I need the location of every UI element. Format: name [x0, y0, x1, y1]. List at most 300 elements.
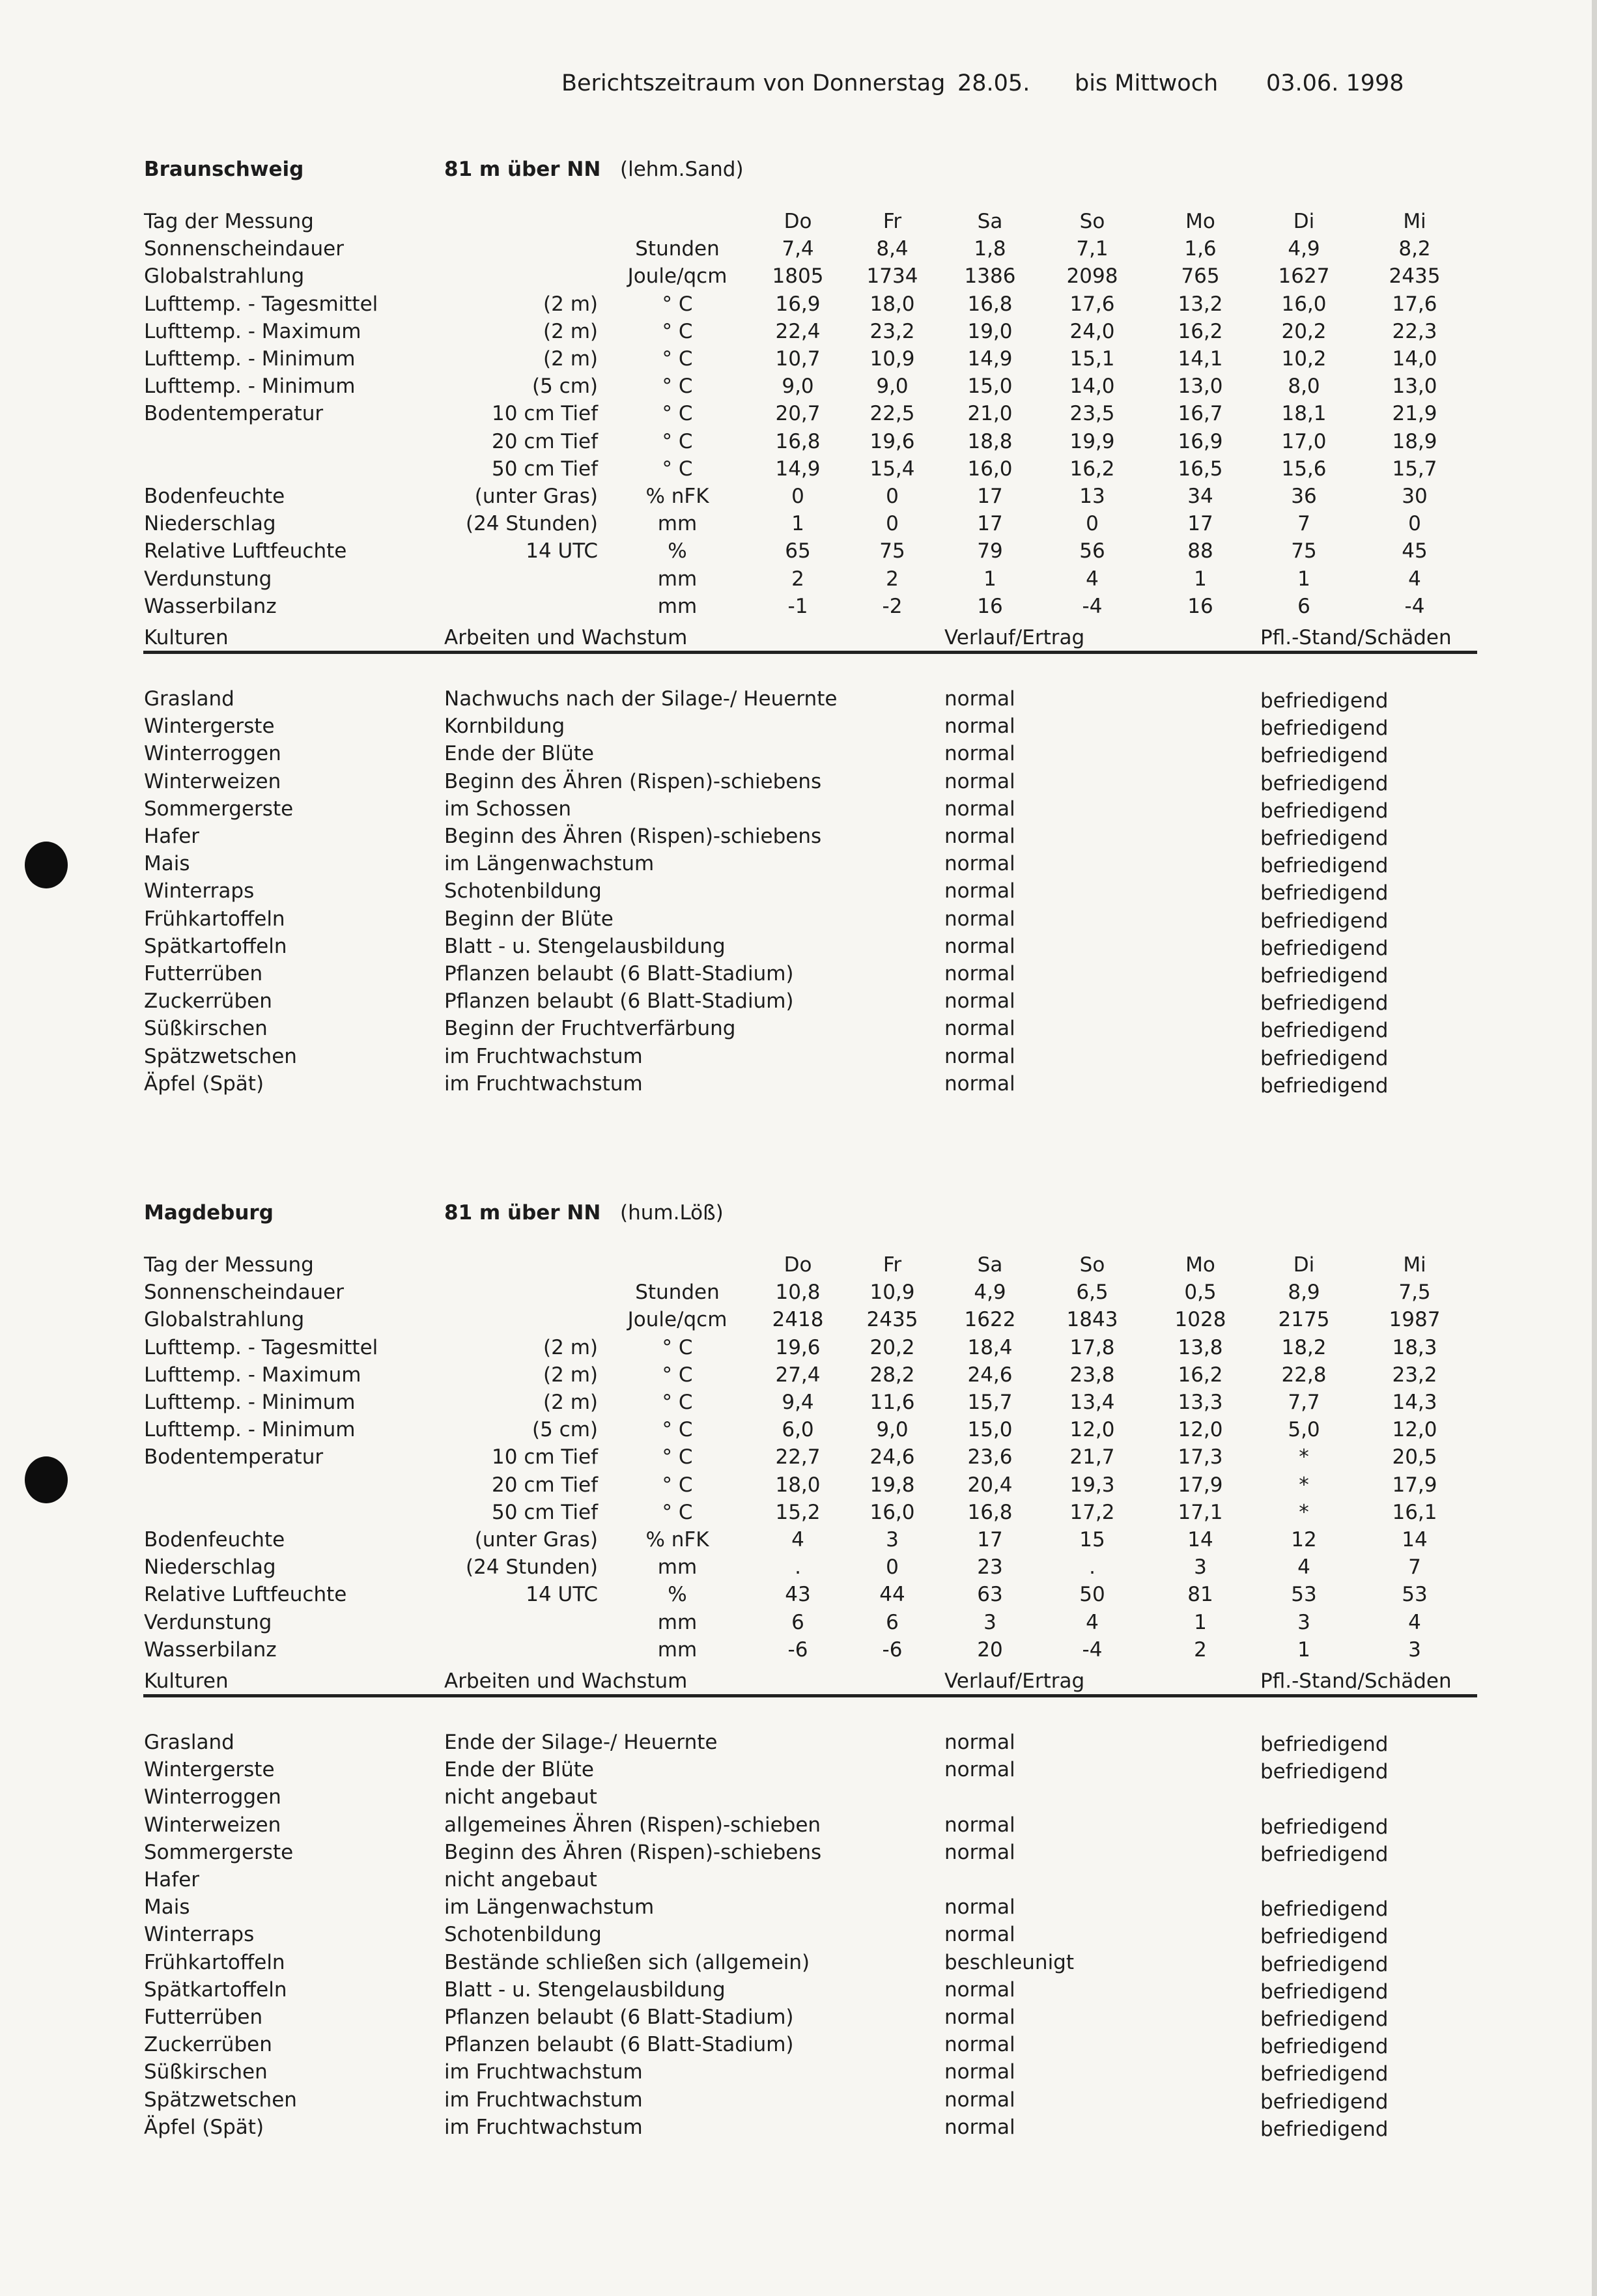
measurement-condition: (2 m)	[543, 1391, 598, 1414]
measurement-value: 7	[1408, 1555, 1421, 1580]
measurement-value: 16,2	[1069, 457, 1115, 481]
measurement-value: 0	[1408, 512, 1421, 536]
report-period-from: 28.05.	[957, 70, 1030, 96]
measurement-value: 16	[1187, 594, 1213, 618]
crop-stage: Ende der Silage-/ Heuernte	[444, 1731, 718, 1754]
crop-name: Winterweizen	[144, 769, 281, 793]
measurement-condition: 20 cm Tief	[492, 1473, 598, 1497]
measurement-value: 6,5	[1076, 1281, 1109, 1305]
station-name: Magdeburg	[144, 1201, 274, 1225]
crop-stage: nicht angebaut	[444, 1785, 597, 1809]
crop-stage: Ende der Blüte	[444, 742, 594, 766]
measurement-value: -2	[882, 594, 903, 618]
measurement-value: 16,1	[1392, 1500, 1437, 1524]
measurement-value: 17,8	[1069, 1335, 1115, 1359]
measurement-unit: ° C	[662, 402, 693, 426]
measurement-value: 17,6	[1069, 292, 1115, 316]
measurement-value: 17,6	[1392, 292, 1437, 316]
measurement-label: Globalstrahlung	[144, 264, 305, 289]
crop-name: Mais	[144, 1895, 190, 1920]
measurement-value: 75	[1291, 539, 1317, 563]
measurement-value: 2	[791, 567, 804, 591]
measurement-value: 8,9	[1288, 1281, 1320, 1305]
measurement-value: 15,0	[967, 375, 1013, 399]
measurement-unit: ° C	[662, 347, 693, 371]
crop-course: normal	[944, 715, 1015, 739]
crop-name: Grasland	[144, 687, 234, 711]
crop-course: normal	[944, 2060, 1015, 2084]
crop-course: normal	[944, 1731, 1015, 1754]
crop-course: normal	[944, 687, 1015, 711]
measurement-value: 8,4	[876, 237, 909, 261]
crop-status: befriedigend	[1260, 2062, 1389, 2086]
measurement-value: 4	[1086, 1610, 1099, 1634]
measurement-value: 13,0	[1178, 375, 1223, 399]
measurement-value: 1,6	[1184, 237, 1217, 261]
measurement-value: 18,1	[1281, 402, 1327, 426]
crop-status: befriedigend	[1260, 744, 1389, 768]
crop-status: befriedigend	[1260, 964, 1389, 987]
measurement-value: 765	[1181, 264, 1220, 289]
measurement-value: 7,1	[1076, 237, 1109, 261]
crop-name: Äpfel (Spät)	[144, 2115, 264, 2139]
measurement-value: 4,9	[974, 1281, 1006, 1305]
measurement-value: 6	[1297, 594, 1310, 618]
page-edge	[1592, 0, 1597, 2296]
measurement-label: Niederschlag	[144, 1555, 276, 1580]
measurement-label: Lufttemp. - Tagesmittel	[144, 292, 378, 316]
measurement-value: 18,9	[1392, 429, 1437, 453]
crop-name: Frühkartoffeln	[144, 907, 285, 931]
measurement-label: Tag der Messung	[144, 210, 314, 233]
measurement-value: 17,2	[1069, 1500, 1115, 1524]
measurement-value: 36	[1291, 485, 1317, 508]
measurement-unit: mm	[657, 1610, 698, 1634]
measurement-label: Sonnenscheindauer	[144, 237, 344, 261]
crop-status: befriedigend	[1260, 716, 1389, 741]
measurement-condition: (24 Stunden)	[465, 512, 598, 536]
crop-stage: Pflanzen belaubt (6 Blatt-Stadium)	[444, 989, 794, 1013]
measurement-label: Wasserbilanz	[144, 594, 277, 618]
crop-name: Winterraps	[144, 879, 255, 903]
measurement-value: 45	[1402, 539, 1428, 563]
measurement-value: 8,0	[1288, 375, 1320, 399]
measurement-label: Lufttemp. - Maximum	[144, 319, 361, 343]
crop-course: normal	[944, 962, 1015, 985]
crop-course: normal	[944, 1895, 1015, 1920]
measurement-value: 28,2	[869, 1363, 915, 1387]
measurement-condition: 10 cm Tief	[492, 1445, 598, 1469]
measurement-value: -4	[1082, 1637, 1103, 1662]
crop-name: Sommergerste	[144, 797, 294, 821]
crop-status: befriedigend	[1260, 689, 1389, 713]
measurement-value: 34	[1187, 485, 1213, 508]
day-header: So	[1079, 210, 1105, 233]
crop-status: befriedigend	[1260, 771, 1389, 795]
crop-stage: Beginn des Ähren (Rispen)-schiebens	[444, 825, 822, 848]
crop-status: befriedigend	[1260, 827, 1389, 850]
measurement-value: 16,9	[1178, 429, 1223, 453]
measurement-unit: ° C	[662, 1473, 693, 1497]
crop-course: normal	[944, 1840, 1015, 1864]
crop-course: normal	[944, 1044, 1015, 1068]
measurement-value: 2418	[772, 1308, 824, 1332]
measurement-value: 8,2	[1398, 237, 1431, 261]
measurement-value: 18,0	[775, 1473, 821, 1497]
measurement-value: 14,1	[1178, 347, 1223, 371]
measurement-value: 22,5	[869, 402, 915, 426]
measurement-value: 6	[791, 1610, 804, 1634]
measurement-label: Relative Luftfeuchte	[144, 1583, 347, 1607]
measurement-value: 14,9	[967, 347, 1013, 371]
measurement-value: 56	[1079, 539, 1105, 563]
crop-stage: Ende der Blüte	[444, 1758, 594, 1782]
crop-column-header: Verlauf/Ertrag	[944, 1669, 1085, 1693]
measurement-value: 2435	[866, 1308, 918, 1332]
measurement-condition: 14 UTC	[526, 1583, 598, 1607]
day-header: Mo	[1185, 210, 1215, 233]
measurement-value: 16,2	[1178, 1363, 1223, 1387]
measurement-value: 11,6	[869, 1391, 915, 1414]
report-period-to: 03.06. 1998	[1266, 70, 1404, 96]
crop-course: normal	[944, 1977, 1015, 2002]
crop-name: Äpfel (Spät)	[144, 1071, 264, 1096]
measurement-unit: % nFK	[645, 1528, 709, 1552]
measurement-value: 16,7	[1178, 402, 1223, 426]
crop-name: Spätkartoffeln	[144, 934, 287, 958]
measurement-label: Tag der Messung	[144, 1253, 314, 1277]
measurement-value: 16,0	[967, 457, 1013, 481]
measurement-value: 3	[1297, 1610, 1310, 1634]
measurement-value: 18,4	[967, 1335, 1013, 1359]
measurement-value: 44	[879, 1583, 905, 1607]
measurement-unit: ° C	[662, 1391, 693, 1414]
measurement-value: *	[1299, 1445, 1309, 1469]
measurement-unit: ° C	[662, 1335, 693, 1359]
measurement-value: 6,0	[782, 1418, 814, 1442]
measurement-value: 7,5	[1398, 1281, 1431, 1305]
crop-stage: im Längenwachstum	[444, 1895, 655, 1920]
measurement-value: 16,2	[1178, 319, 1223, 343]
measurement-value: 20	[977, 1637, 1003, 1662]
crop-name: Wintergerste	[144, 1758, 275, 1782]
measurement-value: 50	[1079, 1583, 1105, 1607]
measurement-condition: (unter Gras)	[474, 485, 598, 508]
measurement-value: 3	[983, 1610, 996, 1634]
measurement-value: 19,6	[775, 1335, 821, 1359]
measurement-value: 1843	[1066, 1308, 1118, 1332]
crop-course: normal	[944, 1017, 1015, 1041]
measurement-unit: mm	[657, 1555, 698, 1580]
crop-stage: im Fruchtwachstum	[444, 2060, 643, 2084]
measurement-value: 17,0	[1281, 429, 1327, 453]
measurement-value: 16,0	[869, 1500, 915, 1524]
day-header: Sa	[977, 1253, 1003, 1277]
measurement-value: 13,3	[1178, 1391, 1223, 1414]
measurement-value: 23,5	[1069, 402, 1115, 426]
measurement-value: -6	[882, 1637, 903, 1662]
measurement-value: 1805	[772, 264, 824, 289]
measurement-value: 14,3	[1392, 1391, 1437, 1414]
measurement-value: 13,8	[1178, 1335, 1223, 1359]
measurement-value: 20,4	[967, 1473, 1013, 1497]
crop-course: normal	[944, 825, 1015, 848]
measurement-label: Bodenfeuchte	[144, 485, 285, 508]
measurement-value: -4	[1404, 594, 1425, 618]
day-header: Fr	[883, 210, 902, 233]
crop-status: befriedigend	[1260, 1897, 1389, 1921]
measurement-value: 15,7	[1392, 457, 1437, 481]
crop-course: normal	[944, 907, 1015, 931]
measurement-value: 4	[791, 1528, 804, 1552]
crop-column-header: Kulturen	[144, 626, 229, 649]
measurement-value: 10,2	[1281, 347, 1327, 371]
measurement-value: 13,4	[1069, 1391, 1115, 1414]
measurement-condition: (2 m)	[543, 347, 598, 371]
crop-course: normal	[944, 852, 1015, 876]
measurement-value: 7,4	[782, 237, 814, 261]
crop-stage: Schotenbildung	[444, 879, 602, 903]
measurement-label: Lufttemp. - Tagesmittel	[144, 1335, 378, 1359]
crop-name: Spätzwetschen	[144, 2088, 297, 2112]
crop-status: befriedigend	[1260, 2090, 1389, 2114]
measurement-value: 53	[1291, 1583, 1317, 1607]
measurement-condition: (24 Stunden)	[465, 1555, 598, 1580]
crop-name: Winterraps	[144, 1923, 255, 1947]
measurement-value: 63	[977, 1583, 1003, 1607]
measurement-value: 13,2	[1178, 292, 1223, 316]
crop-name: Hafer	[144, 1868, 200, 1892]
measurement-value: 1	[1194, 567, 1207, 591]
measurement-value: 53	[1402, 1583, 1428, 1607]
measurement-value: 75	[879, 539, 905, 563]
report-period-to-label: bis Mittwoch	[1075, 70, 1219, 96]
day-header: So	[1079, 1253, 1105, 1277]
crop-name: Sommergerste	[144, 1840, 294, 1864]
crop-status: befriedigend	[1260, 909, 1389, 933]
crop-course: normal	[944, 1071, 1015, 1096]
measurement-value: 65	[785, 539, 811, 563]
measurement-value: 9,4	[782, 1391, 814, 1414]
measurement-value: 24,6	[967, 1363, 1013, 1387]
measurement-condition: 50 cm Tief	[492, 457, 598, 481]
day-header: Mo	[1185, 1253, 1215, 1277]
measurement-value: -6	[787, 1637, 808, 1662]
measurement-value: 1	[791, 512, 804, 536]
measurement-label: Relative Luftfeuchte	[144, 539, 347, 563]
measurement-value: 15	[1079, 1528, 1105, 1552]
crop-name: Winterweizen	[144, 1813, 281, 1837]
crop-column-header: Pfl.-Stand/Schäden	[1260, 626, 1452, 649]
punch-hole-top	[25, 842, 68, 888]
measurement-value: 79	[977, 539, 1003, 563]
crop-column-header: Kulturen	[144, 1669, 229, 1693]
measurement-value: 10,9	[869, 347, 915, 371]
crop-course: normal	[944, 1813, 1015, 1837]
measurement-condition: (5 cm)	[531, 1418, 598, 1442]
measurement-value: *	[1299, 1500, 1309, 1524]
measurement-label: Lufttemp. - Maximum	[144, 1363, 361, 1387]
measurement-value: 16,9	[775, 292, 821, 316]
measurement-value: 22,3	[1392, 319, 1437, 343]
crop-status: befriedigend	[1260, 1760, 1389, 1784]
crop-name: Süßkirschen	[144, 2060, 268, 2084]
measurement-condition: 20 cm Tief	[492, 429, 598, 453]
measurement-value: 14	[1402, 1528, 1428, 1552]
measurement-value: 16,0	[1281, 292, 1327, 316]
day-header: Fr	[883, 1253, 902, 1277]
measurement-value: 3	[1408, 1637, 1421, 1662]
measurement-unit: ° C	[662, 319, 693, 343]
crop-status: befriedigend	[1260, 2035, 1389, 2059]
measurement-value: 7,7	[1288, 1391, 1320, 1414]
day-header: Mi	[1403, 210, 1426, 233]
crop-status: befriedigend	[1260, 881, 1389, 905]
measurement-value: -4	[1082, 594, 1103, 618]
crop-course: normal	[944, 769, 1015, 793]
measurement-value: 22,8	[1281, 1363, 1327, 1387]
measurement-unit: mm	[657, 594, 698, 618]
crop-stage: allgemeines Ähren (Rispen)-schieben	[444, 1813, 821, 1837]
crop-column-header: Pfl.-Stand/Schäden	[1260, 1669, 1452, 1693]
crop-course: normal	[944, 742, 1015, 766]
measurement-value: 3	[1194, 1555, 1207, 1580]
measurement-value: 43	[785, 1583, 811, 1607]
crop-column-header: Verlauf/Ertrag	[944, 626, 1085, 649]
crop-column-header: Arbeiten und Wachstum	[444, 626, 688, 649]
measurement-value: 1	[983, 567, 996, 591]
measurement-value: 13	[1079, 485, 1105, 508]
measurement-value: 19,9	[1069, 429, 1115, 453]
measurement-value: 12,0	[1392, 1418, 1437, 1442]
crop-name: Spätzwetschen	[144, 1044, 297, 1068]
measurement-value: 14,9	[775, 457, 821, 481]
measurement-value: 12	[1291, 1528, 1317, 1552]
measurement-value: 16	[977, 594, 1003, 618]
measurement-unit: ° C	[662, 457, 693, 481]
measurement-condition: (5 cm)	[531, 375, 598, 399]
measurement-label: Lufttemp. - Minimum	[144, 347, 356, 371]
measurement-unit: Joule/qcm	[627, 264, 728, 289]
measurement-value: 15,7	[967, 1391, 1013, 1414]
measurement-value: 4	[1408, 567, 1421, 591]
measurement-value: 4	[1297, 1555, 1310, 1580]
measurement-value: 27,4	[775, 1363, 821, 1387]
table-rule	[143, 651, 1477, 654]
measurement-value: 2435	[1389, 264, 1441, 289]
crop-course: normal	[944, 934, 1015, 958]
day-header: Do	[784, 1253, 812, 1277]
crop-status: befriedigend	[1260, 1952, 1389, 1976]
measurement-value: 9,0	[782, 375, 814, 399]
measurement-value: 20,7	[775, 402, 821, 426]
measurement-value: 17,9	[1392, 1473, 1437, 1497]
crop-name: Grasland	[144, 1731, 234, 1754]
measurement-value: 14	[1187, 1528, 1213, 1552]
crop-course: normal	[944, 879, 1015, 903]
crop-course: normal	[944, 797, 1015, 821]
measurement-value: 15,6	[1281, 457, 1327, 481]
measurement-value: 16,8	[967, 292, 1013, 316]
measurement-value: 18,2	[1281, 1335, 1327, 1359]
measurement-value: 15,2	[775, 1500, 821, 1524]
measurement-value: 4,9	[1288, 237, 1320, 261]
crop-stage: im Längenwachstum	[444, 852, 655, 876]
measurement-label: Verdunstung	[144, 1610, 272, 1634]
measurement-value: 2175	[1278, 1308, 1330, 1332]
measurement-label: Bodenfeuchte	[144, 1528, 285, 1552]
crop-stage: Kornbildung	[444, 715, 565, 739]
station-soil: (lehm.Sand)	[620, 158, 744, 181]
crop-stage: Nachwuchs nach der Silage-/ Heuernte	[444, 687, 838, 711]
crop-name: Winterroggen	[144, 1785, 281, 1809]
measurement-condition: (2 m)	[543, 1363, 598, 1387]
measurement-value: 2098	[1066, 264, 1118, 289]
measurement-value: 13,0	[1392, 375, 1437, 399]
crop-stage: Beginn der Fruchtverfärbung	[444, 1017, 736, 1041]
crop-column-header: Arbeiten und Wachstum	[444, 1669, 688, 1693]
measurement-value: -1	[787, 594, 808, 618]
measurement-value: 1028	[1174, 1308, 1226, 1332]
measurement-value: 15,0	[967, 1418, 1013, 1442]
measurement-value: 17	[977, 485, 1003, 508]
report-period-prefix: Berichtszeitraum von Donnerstag	[561, 70, 946, 96]
measurement-value: .	[795, 1555, 801, 1580]
day-header: Di	[1293, 1253, 1315, 1277]
measurement-value: *	[1299, 1473, 1309, 1497]
crop-course: normal	[944, 2115, 1015, 2139]
measurement-label: Lufttemp. - Minimum	[144, 375, 356, 399]
measurement-value: 14,0	[1392, 347, 1437, 371]
day-header: Mi	[1403, 1253, 1426, 1277]
crop-name: Futterrüben	[144, 2005, 263, 2029]
measurement-value: 23,8	[1069, 1363, 1115, 1387]
measurement-condition: (2 m)	[543, 319, 598, 343]
crop-status: befriedigend	[1260, 2007, 1389, 2031]
crop-status: befriedigend	[1260, 1842, 1389, 1866]
measurement-unit: %	[668, 539, 687, 563]
measurement-value: 16,8	[775, 429, 821, 453]
crop-name: Zuckerrüben	[144, 2033, 272, 2057]
measurement-value: 2	[886, 567, 899, 591]
crop-course: normal	[944, 2088, 1015, 2112]
measurement-value: 10,9	[869, 1281, 915, 1305]
measurement-unit: Stunden	[635, 237, 720, 261]
crop-stage: im Schossen	[444, 797, 572, 821]
measurement-condition: 10 cm Tief	[492, 402, 598, 426]
measurement-value: 23,2	[869, 319, 915, 343]
measurement-unit: Stunden	[635, 1281, 720, 1305]
measurement-unit: ° C	[662, 1363, 693, 1387]
crop-status: befriedigend	[1260, 1046, 1389, 1070]
measurement-value: 21,7	[1069, 1445, 1115, 1469]
crop-name: Hafer	[144, 825, 200, 848]
measurement-value: 4	[1408, 1610, 1421, 1634]
measurement-value: 7	[1297, 512, 1310, 536]
measurement-value: 5,0	[1288, 1418, 1320, 1442]
crop-status: befriedigend	[1260, 799, 1389, 823]
measurement-value: 12,0	[1069, 1418, 1115, 1442]
crop-status: befriedigend	[1260, 1925, 1389, 1949]
station-elevation: 81 m über NN	[444, 158, 601, 181]
measurement-value: 10,7	[775, 347, 821, 371]
measurement-value: 20,5	[1392, 1445, 1437, 1469]
measurement-label: Bodentemperatur	[144, 402, 324, 426]
measurement-condition: (2 m)	[543, 292, 598, 316]
measurement-value: 24,0	[1069, 319, 1115, 343]
measurement-value: 17,9	[1178, 1473, 1223, 1497]
measurement-label: Verdunstung	[144, 567, 272, 591]
